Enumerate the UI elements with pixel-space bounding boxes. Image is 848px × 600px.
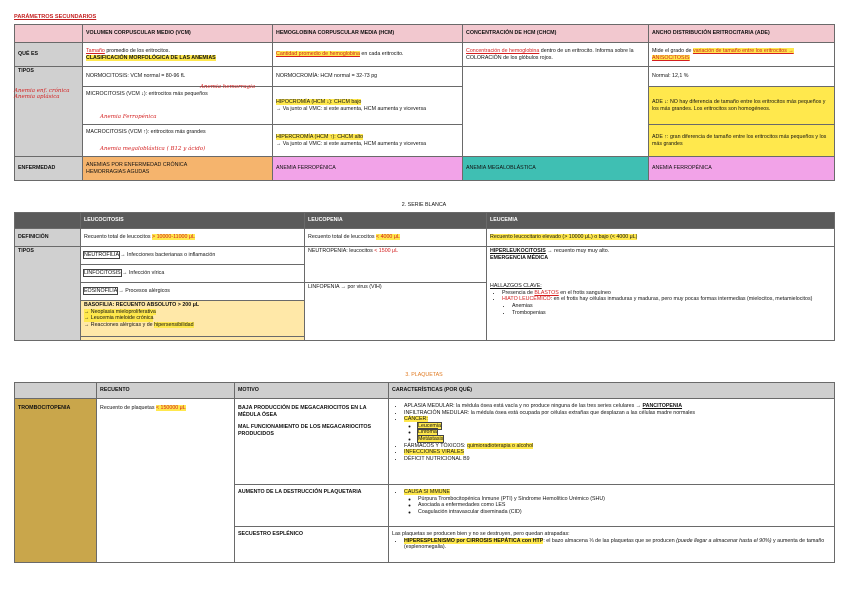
header-caracteristicas: CARACTERÍSTICAS (POR QUÉ) [389,383,835,399]
item-cancer: • CÁNCER: ◦ Leucemia ◦ Linfoma ◦ Metástasis [404,416,831,442]
motivo-destruccion: AUMENTO DE LA DESTRUCCIÓN PLAQUETARIA [235,485,389,527]
header-leucocitosis: LEUCOCITOSIS [81,213,305,229]
header-empty-3 [15,383,97,399]
annotation-anemia-hemorragia: Anemia hemorragia [200,84,256,90]
enfermedad-vcm: ANEMIAS POR ENFERMEDAD CRÓNICA HEMORRAGIAS AGUDAS [83,157,273,181]
row-label-tipos: TIPOS [15,67,83,157]
neutrofilia-cell: NEUTROFILIA → Infecciones bacterianas o inflamación [81,247,305,265]
header-chcm: CONCENTRACIÓN DE HCM (CHCM) [463,25,649,43]
caracteristicas-secuestro: Las plaquetas se producen bien y no se destruyen, pero quedan atrapadas: • HIPERESPLENISMO por CIRROSIS HEPÁTICA con HTP: el bazo almacena ⅓ de las plaquetas que se producen (puede llegar a almacenar hasta el 90%) y aumenta de tamaño (esplenomegalia). [389,527,835,563]
leucemia-tipos-cell: HIPERLEUKOCITOSIS → recuento muy muy alto. EMERGENCIA MÉDICA HALLAZGOS CLAVE: • Presencia de BLASTOS en el frotis sanguíneo • HIATO LEUCÉMICO: en el frotis hay células inmaduras y maduras, pero muy pocas formas intermedias (mielocitos, metamielocitos) • Anemias • Trombopenias [487,247,835,341]
annotation-anemia-megaloblastica: Anemia megaloblástica ( B12 y ácido) [100,146,206,152]
item-farmacos: • FÁRMACOS Y TÓXICOS: quimioradioterapia o alcohol [404,443,831,450]
linfocitosis-cell: LINFOCITOSIS → Infección vírica [81,265,305,283]
parametros-table [14,24,835,181]
item-les: ◦ Asociada a enfermedades como LES [418,502,831,509]
cancer-linfoma: ◦ Linfoma [418,429,831,436]
annotation-anemia-cronica: Anemia enf. crónica Anemia aplásica [14,88,70,100]
recuento-plaquetas: Recuento de plaquetas < 150000 μL [97,399,235,563]
item-causa-inmune: • CAUSA SI MMUNE ◦ Púrpura Trombocitopénica Inmune (PTI) y Síndrome Hemolítico Urémico (SHU) ◦ Asociada a enfermedades como LES ◦ Coagulación intravascular diseminada (CID) [404,489,831,515]
item-pti: ◦ Púrpura Trombocitopénica Inmune (PTI) y Síndrome Hemolítico Urémico (SHU) [418,496,831,503]
leucocitosis-definition: Recuento total de leucocitos > 10000-11000 μL [81,229,305,247]
hcm-hipercromia: HIPERCROMÍA (HCM ↑): CHCM alto → Va junto al VMC: si este aumenta, HCM aumenta y viceversa [273,125,463,157]
item-infiltracion: • INFILTRACIÓN MEDULAR: la médula ósea está ocupada por células extrañas que desplazan a las células madre normales [404,410,831,417]
item-hiperesplenismo: • HIPERESPLENISMO por CIRROSIS HEPÁTICA con HTP: el bazo almacena ⅓ de las plaquetas que se producen (puede llegar a almacenar hasta el 90%) y aumenta de tamaño (esplenomegalia). [404,538,831,551]
vcm-macrocitosis: MACROCITOSIS (VCM ↑): eritrocitos más grandes [83,125,273,157]
hcm-hipocromia: HIPOCROMÍA (HCM ↓): CHCM bajo → Va junto al VMC: si este aumenta, HCM aumenta y viceversa [273,87,463,125]
hcm-normocromia: NORMOCROMÍA: HCM normal = 32-73 pg [273,67,463,87]
chcm-tipos-cell [463,67,649,157]
header-vcm: VOLUMEN CORPUSCULAR MEDIO (VCM) [83,25,273,43]
caracteristicas-destruccion [389,485,835,527]
header-hcm: HEMOGLOBINA CORPUSCULAR MEDIA (HCM) [273,25,463,43]
row-label-tipos-2: TIPOS [15,247,81,341]
header-leucopenia: LEUCOPENIA [305,213,487,229]
item-aplasia: • APLASIA MEDULAR: la médula ósea está vacía y no produce ninguna de las tres series celulares → PANCITOPENIA [404,403,831,410]
serie-blanca-table [14,212,835,341]
hallazgo-hiato: • HIATO LEUCÉMICO: en el frotis hay células inmaduras y maduras, pero muy pocas formas intermedias (mielocitos, metamielocitos) [502,296,831,303]
enfermedad-hcm: ANEMIA FERROPÉNICA [273,157,463,181]
cancer-leucemia: ◦ Leucemia [418,423,831,430]
item-infecciones: • INFECCIONES VIRALES [404,449,831,456]
ade-high: ADE ↑: gran diferencia de tamaño entre los eritrocitos más pequeños y los más grandes [649,125,835,157]
linfopenia-cell: LINFOPENIA → por virus (VIH) [305,283,487,341]
section-serie-blanca: 2. SERIE BLANCA [401,202,447,208]
motivo-baja-produccion: BAJA PRODUCCIÓN DE MEGACARIOCITOS EN LA MÉDULA ÓSEA MAL FUNCIONAMIENTO DE LOS MEGACARIOCITOS PRODUCIDOS [235,399,389,485]
caracteristicas-baja-produccion [389,399,835,485]
header-empty-2 [15,213,81,229]
vcm-definition: Tamaño promedio de los eritrocitos. CLASIFICACIÓN MORFOLÓGICA DE LAS ANEMIAS [83,43,273,67]
motivo-secuestro: SECUESTRO ESPLÉNICO [235,527,389,563]
item-cid: ◦ Coagulación intravascular diseminada (CID) [418,509,831,516]
leucemia-definition: Recuento leucocitario elevado (> 10000 μL) o bajo (< 4000 μL) [487,229,835,247]
ade-normal: Normal: 12,1 % [649,67,835,87]
hallazgo-blastos: • Presencia de BLASTOS en el frotis sanguíneo [502,290,831,297]
leucopenia-definition: Recuento total de leucocitos < 4000 μL [305,229,487,247]
header-empty [15,25,83,43]
row-label-trombocitopenia: TROMBOCITOPENIA [15,399,97,563]
header-ade: ANCHO DISTRIBUCIÓN ERITROCITARIA (ADE) [649,25,835,43]
chcm-definition: Concentración de hemoglobina dentro de un eritrocito. Informa sobre la COLORACIÓN de los glóbulos rojos. [463,43,649,67]
enfermedad-ade: ANEMIA FERROPÉNICA [649,157,835,181]
basofilia-cell: BASOFILIA: RECUENTO ABSOLUTO > 200 μL → Neoplasia mieloproliferativa → Leucemia mieloide crónica → Reacciones alérgicas y de hipersensibilidad [81,301,305,337]
annotation-anemia-ferropenica: Anemia Ferropénica [100,114,157,120]
hallazgo-trombopenias: • Trombopenias [512,310,831,317]
section-plaquetas: 3. PLAQUETAS [405,372,443,378]
header-recuento: RECUENTO [97,383,235,399]
hcm-definition: Cantidad promedio de hemoglobina en cada eritrocito. [273,43,463,67]
plaquetas-table [14,382,835,563]
row-label-que-es: QUÉ ES [15,43,83,67]
vcm-normocitosis: NORMOCITOSIS: VCM normal = 80-96 fL [83,67,273,87]
item-deficit: • DÉFICIT NUTRICIONAL B9 [404,456,831,463]
header-leucemia: LEUCEMIA [487,213,835,229]
basofilia-spacer [81,337,305,341]
eosinofilia-cell: EOSINOFILIA → Procesos alérgicos [81,283,305,301]
page-title: PARÁMETROS SECUNDARIOS [14,14,97,20]
enfermedad-chcm: ANEMIA MEGALOBLÁSTICA [463,157,649,181]
header-motivo: MOTIVO [235,383,389,399]
ade-low: ADE ↓: NO hay diferencia de tamaño entre los eritrocitos más pequeños y los más grandes. Los eritrocitos son homogéneos. [649,87,835,125]
hallazgo-anemias: • Anemias [512,303,831,310]
vcm-microcitosis: MICROCITOSIS (VCM ↓): eritrocitos más pequeños [83,87,273,125]
ade-definition: Mide el grado de variación de tamaño entre los eritrocitos → ANISOCITOSIS [649,43,835,67]
neutropenia-cell: NEUTROPENIA: leucocitos < 1500 μL [305,247,487,283]
row-label-definicion: DEFINICIÓN [15,229,81,247]
row-label-enfermedad: ENFERMEDAD [15,157,83,181]
cancer-metastasis: ◦ Metástasis [418,436,831,443]
